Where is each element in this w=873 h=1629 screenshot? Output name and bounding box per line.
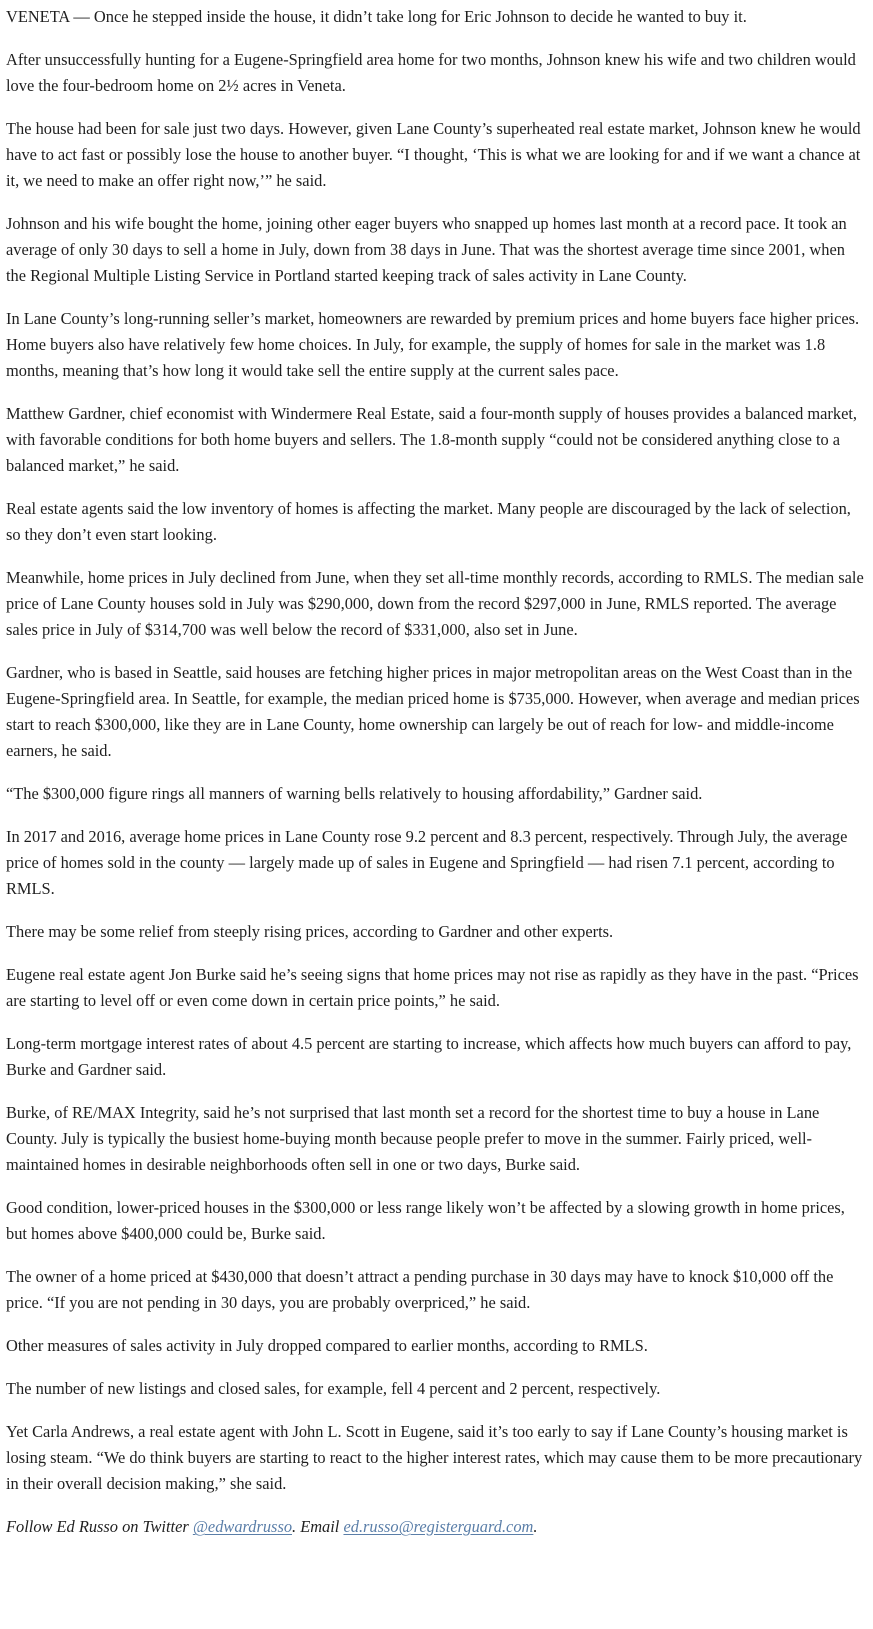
article-paragraph: Gardner, who is based in Seattle, said houses are fetching higher prices in major metropolitan areas on the West Coast than in the Eugene-Springfield area. In Seattle, for example, the median priced home is $735,000. However, when average and median prices start to reach $300,000, like they are in Lane County, home ownership can largely be out of reach for low- and middle-income earners, he said. bbox=[6, 663, 860, 760]
article-paragraph: Johnson and his wife bought the home, joining other eager buyers who snapped up homes last month at a record pace. It took an average of only 30 days to sell a home in July, down from 38 days in June. That was the shortest average time since 2001, when the Regional Multiple Listing Service in Portland started keeping track of sales activity in Lane County. bbox=[6, 214, 847, 285]
article-paragraph: Yet Carla Andrews, a real estate agent with John L. Scott in Eugene, said it’s too early to say if Lane County’s housing market is losing steam. “We do think buyers are starting to react to the higher interest rates, which may cause them to be more precautionary in their overall decision making,” she said. bbox=[6, 1422, 863, 1493]
article-paragraph: Long-term mortgage interest rates of about 4.5 percent are starting to increase, which affects how much buyers can afford to pay, Burke and Gardner said. bbox=[6, 1034, 852, 1079]
article-paragraph: Eugene real estate agent Jon Burke said he’s seeing signs that home prices may not rise as rapidly as they have in the past. “Prices are starting to level off or even come down in certain price points,” he said. bbox=[6, 965, 859, 1010]
article-paragraph: In Lane County’s long-running seller’s market, homeowners are rewarded by premium prices and home buyers face higher prices. Home buyers also have relatively few home choices. In July, for example, the supply of homes for sale in the market was 1.8 months, meaning that’s how long it would take sell the entire supply at the current sales pace. bbox=[6, 309, 860, 380]
article-paragraph: The number of new listings and closed sales, for example, fell 4 percent and 2 percent, respectively. bbox=[6, 1379, 661, 1398]
article-paragraph: “The $300,000 figure rings all manners of warning bells relatively to housing affordability,” Gardner said. bbox=[6, 784, 703, 803]
credit-email-prefix: . Email bbox=[292, 1517, 344, 1536]
article-paragraph: Matthew Gardner, chief economist with Windermere Real Estate, said a four-month supply of houses provides a balanced market, with favorable conditions for both home buyers and sellers. The 1.8-month supply “could not be considered anything close to a balanced market,” he said. bbox=[6, 404, 858, 475]
article-paragraph: Real estate agents said the low inventory of homes is affecting the market. Many people are discouraged by the lack of selection, so they don’t even start looking. bbox=[6, 499, 851, 544]
article-paragraph: The owner of a home priced at $430,000 that doesn’t attract a pending purchase in 30 days may have to knock $10,000 off the price. “If you are not pending in 30 days, you are probably overpriced,” he said. bbox=[6, 1267, 834, 1312]
article-paragraph: Good condition, lower-priced houses in the $300,000 or less range likely won’t be affected by a slowing growth in home prices, but homes above $400,000 could be, Burke said. bbox=[6, 1198, 845, 1243]
article-paragraph: VENETA — Once he stepped inside the house, it didn’t take long for Eric Johnson to decide he wanted to buy it. bbox=[6, 7, 747, 26]
article-body bbox=[0, 4, 873, 1540]
email-link[interactable]: ed.russo@registerguard.com bbox=[343, 1517, 534, 1536]
twitter-link[interactable]: @edwardrusso bbox=[192, 1517, 293, 1536]
article-paragraph: After unsuccessfully hunting for a Eugene-Springfield area home for two months, Johnson knew his wife and two children would love the four-bedroom home on 2½ acres in Veneta. bbox=[6, 50, 856, 95]
article-paragraph: In 2017 and 2016, average home prices in Lane County rose 9.2 percent and 8.3 percent, respectively. Through July, the average price of homes sold in the county — largely made up of sales in Eugene and Springfield — had risen 7.1 percent, according to RMLS. bbox=[6, 827, 848, 898]
article-paragraph: Other measures of sales activity in July dropped compared to earlier months, according to RMLS. bbox=[6, 1336, 648, 1355]
article-paragraph: Burke, of RE/MAX Integrity, said he’s not surprised that last month set a record for the shortest time to buy a house in Lane County. July is typically the busiest home-buying month because people prefer to move in the summer. Fairly priced, well-maintained homes in desirable neighborhoods often sell in one or two days, Burke said. bbox=[6, 1103, 820, 1174]
article-paragraph: The house had been for sale just two days. However, given Lane County’s superheated real estate market, Johnson knew he would have to act fast or possibly lose the house to another buyer. “I thought, ‘This is what we are looking for and if we want a chance at it, we need to make an offer right now,’” he said. bbox=[6, 119, 861, 190]
author-credit bbox=[6, 1514, 867, 1540]
article-paragraph: Meanwhile, home prices in July declined from June, when they set all-time monthly records, according to RMLS. The median sale price of Lane County houses sold in July was $290,000, down from the record $297,000 in June, RMLS reported. The average sales price in July of $314,700 was well below the record of $331,000, also set in June. bbox=[6, 568, 864, 639]
credit-suffix: . bbox=[533, 1517, 538, 1536]
credit-prefix: Follow Ed Russo on Twitter bbox=[6, 1517, 193, 1536]
article-paragraph: There may be some relief from steeply rising prices, according to Gardner and other experts. bbox=[6, 922, 614, 941]
